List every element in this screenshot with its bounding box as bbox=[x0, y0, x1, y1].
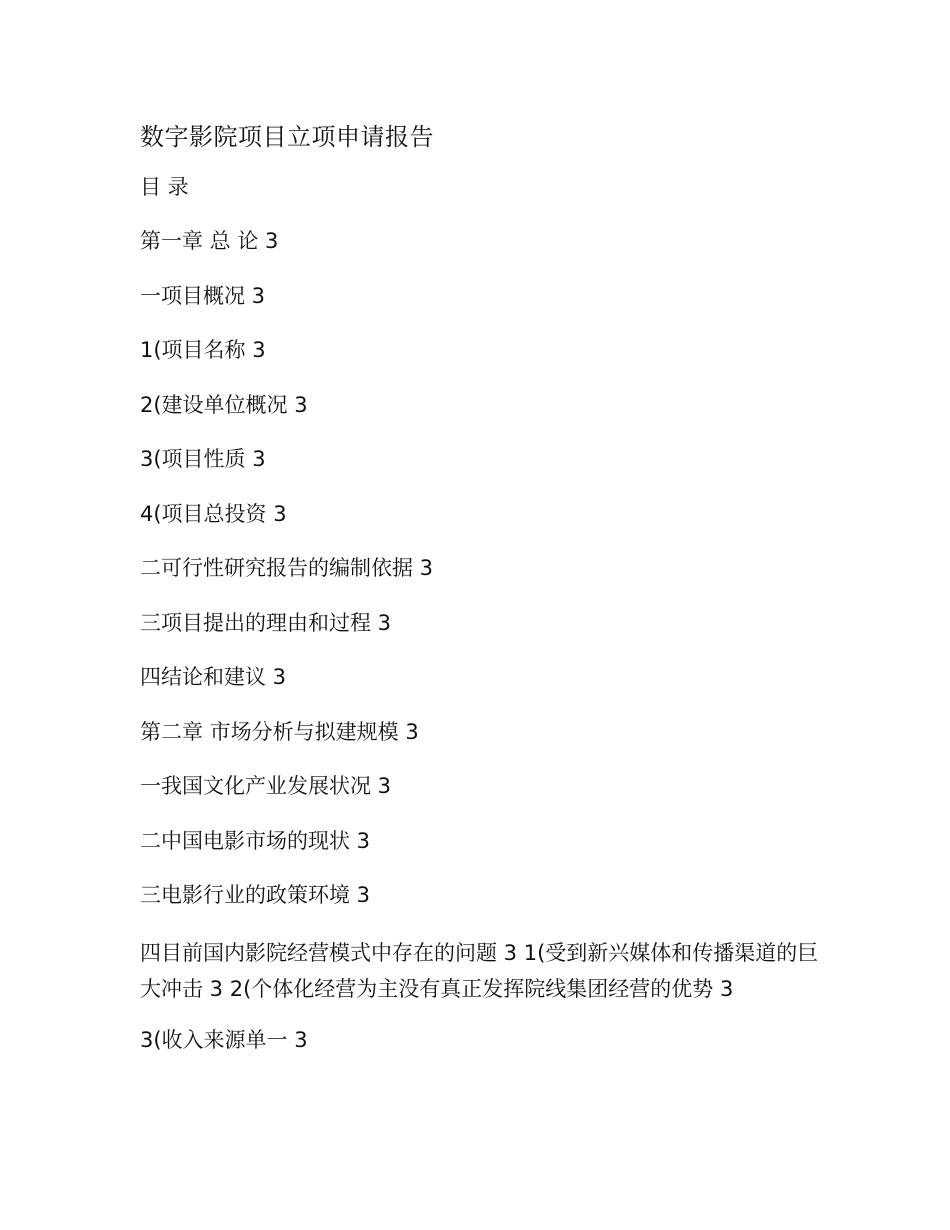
toc-entry: 二可行性研究报告的编制依据 3 bbox=[140, 556, 434, 580]
toc-entry: 三项目提出的理由和过程 3 bbox=[140, 610, 392, 635]
toc-entry: 第一章 总 论 3 bbox=[140, 229, 279, 253]
toc-entry: 三电影行业的政策环境 3 bbox=[140, 883, 371, 907]
toc-entry: 1(项目名称 3 bbox=[140, 338, 266, 362]
toc-entry: 2(建设单位概况 3 bbox=[140, 392, 308, 417]
toc-entry: 第二章 市场分析与拟建规模 3 bbox=[140, 719, 419, 744]
document-page bbox=[140, 117, 820, 1079]
toc-entry: 4(项目总投资 3 bbox=[140, 501, 287, 526]
document-title: 数字影院项目立项申请报告 bbox=[140, 123, 434, 151]
toc-entry: 一项目概况 3 bbox=[140, 283, 266, 308]
toc-entry: 一我国文化产业发展状况 3 bbox=[140, 774, 392, 798]
toc-entry: 二中国电影市场的现状 3 bbox=[140, 828, 371, 853]
toc-entry: 3(项目性质 3 bbox=[140, 447, 266, 471]
toc-entry: 四结论和建议 3 bbox=[140, 665, 287, 689]
toc-heading: 目 录 bbox=[140, 175, 189, 199]
toc-entry: 3(收入来源单一 3 bbox=[140, 1027, 308, 1052]
toc-entry-multiline: 四目前国内影院经营模式中存在的问题 3 1(受到新兴媒体和传播渠道的巨大冲击 3 2(个体化经营为主没有真正发挥院线集团经营的优势 3 bbox=[140, 940, 819, 1001]
